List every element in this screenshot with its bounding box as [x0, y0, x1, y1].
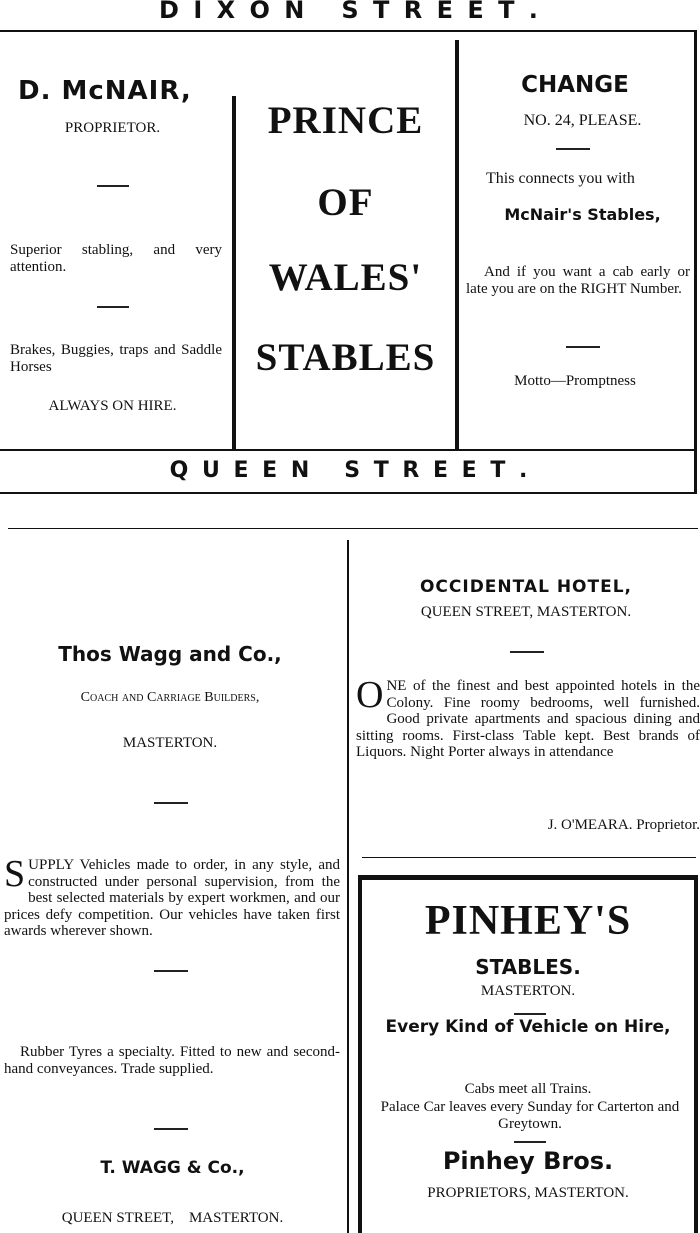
- top-ad: [0, 0, 700, 496]
- wagg-town: MASTERTON.: [122, 735, 218, 751]
- street-bottom: Q U E E N S T R E E T .: [169, 458, 531, 483]
- mcnair-name: D. McNAIR,: [18, 76, 192, 106]
- top-rule: [0, 30, 696, 32]
- divider: [514, 1141, 546, 1143]
- wagg-address: QUEEN STREET, MASTERTON.: [61, 1210, 284, 1226]
- wagg-ad: [0, 530, 345, 1233]
- mcnair-role: PROPRIETOR.: [64, 120, 161, 136]
- mid-rule: [0, 449, 696, 451]
- change-heading: CHANGE: [521, 72, 629, 98]
- divider: [556, 148, 590, 150]
- mcnair-text2: Brakes, Buggies, traps and Saddle Horses: [10, 342, 222, 375]
- pinhey-sub: STABLES.: [475, 955, 581, 979]
- prince-line1: PRINCE: [267, 99, 424, 142]
- pinhey-town: MASTERTON.: [480, 983, 576, 999]
- prince-line2: OF: [317, 181, 374, 224]
- prince-line4: STABLES: [255, 336, 436, 379]
- pinhey-border-right: [694, 875, 698, 1233]
- wagg-name: Thos Wagg and Co.,: [58, 642, 282, 666]
- hotel-bottom-rule: [362, 857, 696, 858]
- street-top: D I X O N S T R E E T .: [159, 0, 541, 24]
- pinhey-ad: [358, 875, 698, 1233]
- divider: [154, 802, 188, 804]
- pinhey-name: PINHEY'S: [424, 898, 632, 944]
- mcnair-text3: ALWAYS ON HIRE.: [48, 398, 177, 414]
- prince-line3: WALES': [268, 256, 423, 299]
- pinhey-vehicle: Every Kind of Vehicle on Hire,: [385, 1017, 671, 1037]
- change-number: NO. 24, PLEASE.: [523, 112, 642, 129]
- change-motto: Motto—Promptness: [514, 373, 636, 389]
- vertical-rule-right: [455, 40, 459, 450]
- wagg-body-text: UPPLY Vehicles made to order, in any style, and constructed under personal supervision, from the best selected materials by expert workmen, and our prices defy competition. Our vehicles have taken first awards wherever shown.: [4, 857, 340, 939]
- hotel-proprietor: J. O'MEARA. Proprietor.: [547, 817, 700, 833]
- page-separator: [8, 528, 698, 529]
- change-business: McNair's Stables,: [504, 205, 661, 224]
- hotel-ad: [352, 530, 700, 860]
- divider: [154, 1128, 188, 1130]
- pinhey-bros: Pinhey Bros.: [442, 1147, 614, 1175]
- divider: [97, 306, 129, 308]
- right-border: [694, 30, 697, 494]
- bottom-rule: [0, 492, 696, 494]
- hotel-address: QUEEN STREET, MASTERTON.: [420, 604, 632, 620]
- pinhey-border-top: [358, 875, 698, 880]
- wagg-body: [4, 853, 340, 940]
- hotel-body-text: NE of the finest and best appointed hotels in the Colony. Fine roomy bedrooms, well furnished. Good private apartments and spacious dining and sitting rooms. First-class Table kept. Best brands of Liquors. Night Porter always in attendance: [356, 678, 700, 760]
- wagg-dropcap: S: [4, 853, 26, 895]
- wagg-signoff: T. WAGG & Co.,: [100, 1158, 245, 1178]
- divider: [514, 1013, 546, 1015]
- divider: [97, 185, 129, 187]
- hotel-dropcap: O: [356, 674, 384, 716]
- column-rule: [347, 540, 349, 1233]
- change-text2: And if you want a cab early or late you are on the RIGHT Number.: [466, 264, 690, 297]
- wagg-rubber: Rubber Tyres a specialty. Fitted to new and second-hand conveyances. Trade supplied.: [4, 1044, 340, 1077]
- pinhey-proprietors: PROPRIETORS, MASTERTON.: [427, 1185, 629, 1201]
- pinhey-cabs: Cabs meet all Trains.: [464, 1081, 592, 1097]
- mcnair-text1: Superior stabling, and very attention.: [10, 242, 222, 275]
- divider: [154, 970, 188, 972]
- hotel-name: OCCIDENTAL HOTEL,: [419, 577, 633, 597]
- wagg-trade: Coach and Carriage Builders,: [80, 690, 260, 705]
- pinhey-palace: Palace Car leaves every Sunday for Carterton and Greytown.: [380, 1099, 680, 1132]
- divider: [566, 346, 600, 348]
- divider: [510, 651, 544, 653]
- change-text1: This connects you with: [486, 170, 635, 187]
- hotel-body: [356, 674, 700, 761]
